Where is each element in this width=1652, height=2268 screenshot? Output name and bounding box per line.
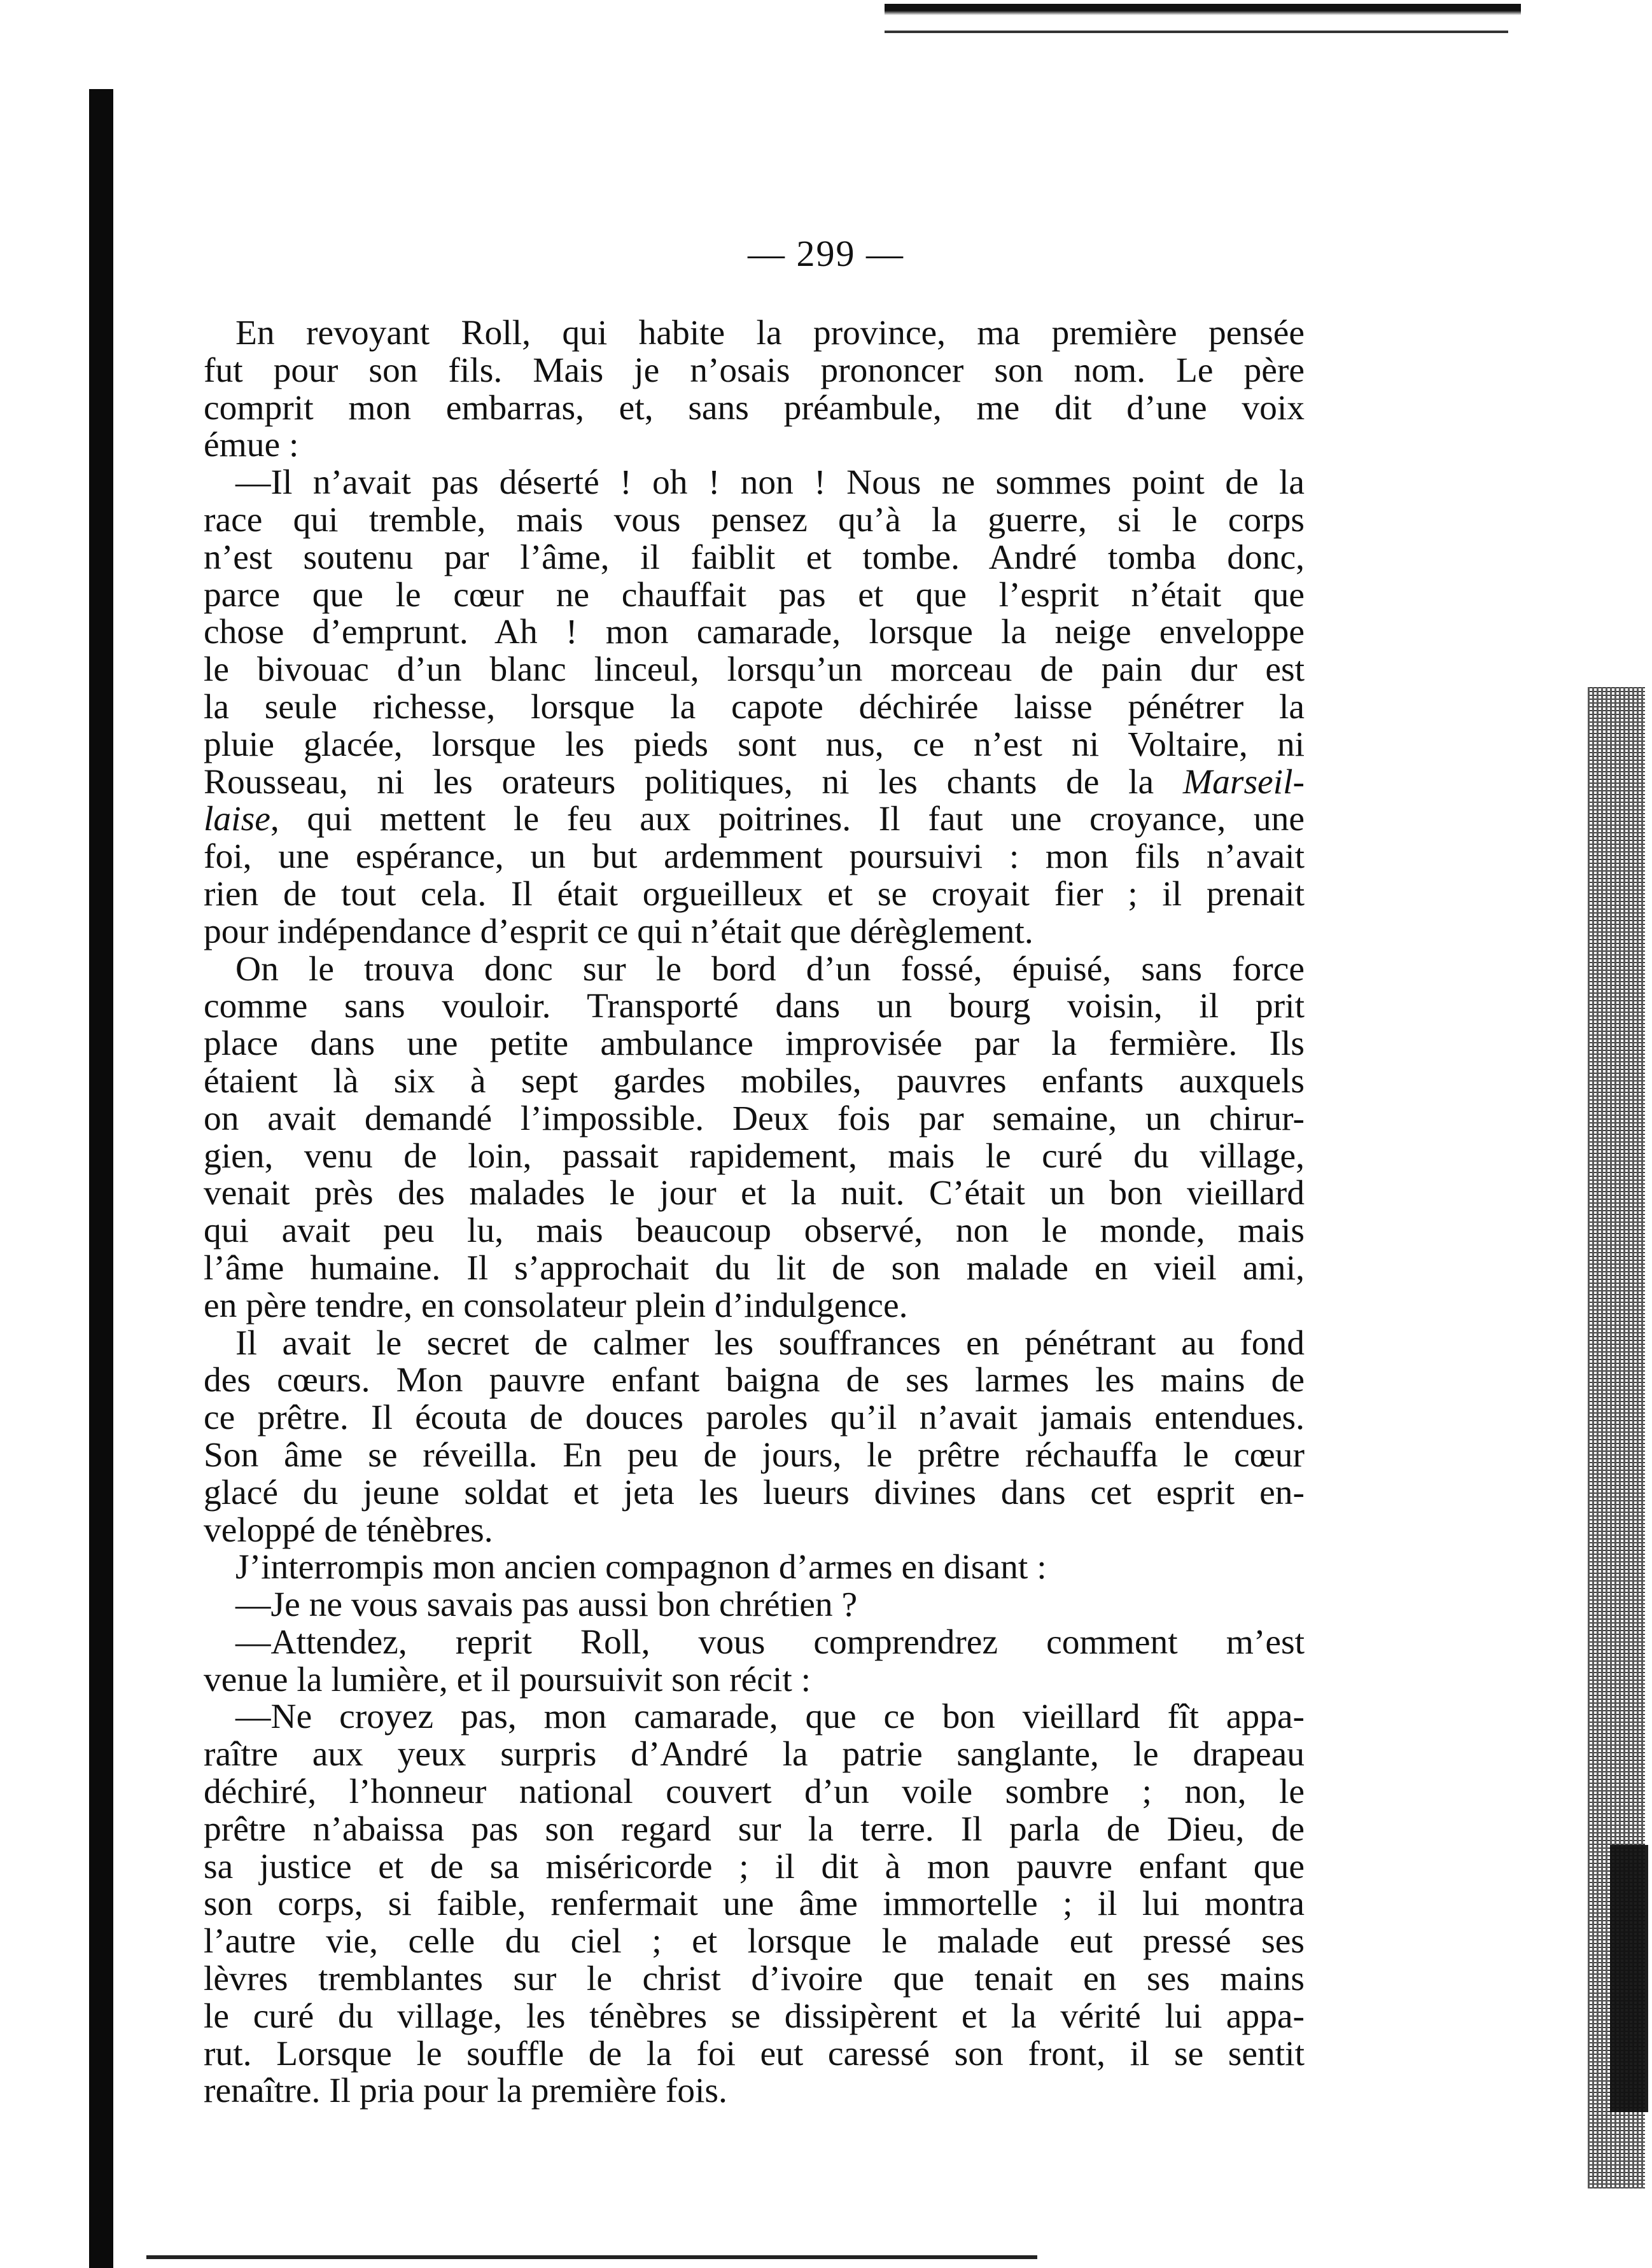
text-line-content: foi, une espérance, un but ardemment poursuivi : mon fils n’avait <box>204 837 1305 877</box>
text-line <box>204 1662 1305 1699</box>
text-line-content: l’âme humaine. Il s’approchait du lit de son malade en vieil ami, <box>204 1248 1305 1288</box>
text-line <box>204 801 1305 838</box>
text-line <box>204 1886 1305 1923</box>
text-line-content: comprit mon embarras, et, sans préambule, me dit d’une voix <box>204 388 1305 428</box>
text-line <box>204 1475 1305 1512</box>
text-line <box>204 464 1305 502</box>
text-line-content: ce prêtre. Il écouta de douces paroles qu’il n’avait jamais entendues. <box>204 1398 1305 1438</box>
text-line-content: race qui tremble, mais vous pensez qu’à la guerre, si le corps <box>204 500 1305 539</box>
text-line <box>204 1736 1305 1774</box>
text-line-content: des cœurs. Mon pauvre enfant baigna de ses larmes les mains de <box>204 1361 1305 1400</box>
text-line-content: fut pour son fils. Mais je n’osais prononcer son nom. Le père <box>204 351 1305 390</box>
text-line-content: l’autre vie, celle du ciel ; et lorsque le malade eut pressé ses <box>204 1922 1305 1961</box>
text-line <box>204 1400 1305 1437</box>
text-line <box>204 1774 1305 1811</box>
scan-border-left <box>89 89 113 2268</box>
text-line <box>204 539 1305 577</box>
text-line <box>204 988 1305 1026</box>
scan-rule-top <box>885 31 1508 33</box>
text-line-content: lèvres tremblantes sur le christ d’ivoire que tenait en ses mains <box>204 1959 1305 1999</box>
italic-text: Marseil- <box>1182 762 1305 802</box>
text-line <box>204 390 1305 428</box>
text-line-content: , qui mettent le feu aux poitrines. Il faut une croyance, une <box>270 800 1305 839</box>
text-line <box>204 1101 1305 1138</box>
text-line <box>204 1849 1305 1886</box>
text-line-content: n’est soutenu par l’âme, il faiblit et tombe. André tomba donc, <box>204 538 1305 577</box>
text-line-content: gien, venu de loin, passait rapidement, mais le curé du village, <box>204 1136 1305 1176</box>
text-line <box>204 1026 1305 1063</box>
text-line <box>204 1549 1305 1587</box>
text-line-content: on avait demandé l’impossible. Deux fois par semaine, un chirur- <box>204 1099 1305 1138</box>
text-line-content: Son âme se réveilla. En peu de jours, le prêtre réchauffa le cœur <box>204 1435 1305 1475</box>
text-line <box>204 1063 1305 1101</box>
scan-border-top <box>885 4 1521 15</box>
text-line <box>204 1587 1305 1624</box>
text-line <box>204 951 1305 989</box>
text-line <box>204 1138 1305 1176</box>
text-line <box>204 1175 1305 1213</box>
text-line-content: —Ne croyez pas, mon camarade, que ce bon vieillard fît appa- <box>235 1697 1305 1737</box>
text-line <box>204 352 1305 390</box>
text-line-content: chose d’emprunt. Ah ! mon camarade, lorsque la neige enveloppe <box>204 613 1305 652</box>
text-line-content: comme sans vouloir. Transporté dans un bourg voisin, il prit <box>204 987 1305 1026</box>
text-line-content: —Attendez, reprit Roll, vous comprendrez comment m’est <box>235 1622 1305 1662</box>
text-line <box>204 727 1305 764</box>
text-line <box>204 427 1305 464</box>
text-line <box>204 838 1305 876</box>
text-line-content: la seule richesse, lorsque la capote déchirée laisse pénétrer la <box>204 687 1305 727</box>
text-line <box>204 2073 1305 2110</box>
text-line <box>204 1998 1305 2036</box>
text-line <box>204 315 1305 352</box>
text-line-content: venait près des malades le jour et la nuit. C’était un bon vieillard <box>204 1174 1305 1213</box>
text-line <box>204 914 1305 951</box>
body-text <box>204 315 1305 2110</box>
text-line <box>204 577 1305 615</box>
text-line-content: émue : <box>204 426 299 465</box>
text-line-content: Rousseau, ni les orateurs politiques, ni les chants de la <box>204 762 1154 802</box>
text-line <box>204 1512 1305 1550</box>
text-line-content: On le trouva donc sur le bord d’un fossé, épuisé, sans force <box>235 949 1305 989</box>
text-line <box>204 1250 1305 1288</box>
text-line <box>204 1961 1305 1998</box>
text-line-content: prêtre n’abaissa pas son regard sur la terre. Il parla de Dieu, de <box>204 1809 1305 1849</box>
text-line <box>204 1624 1305 1662</box>
page-number: — 299 — <box>748 233 904 274</box>
text-line <box>204 1288 1305 1325</box>
scan-noise-right-dark <box>1610 1845 1648 2112</box>
text-line-content: raître aux yeux surpris d’André la patrie sanglante, le drapeau <box>204 1735 1305 1774</box>
text-line-content: pluie glacée, lorsque les pieds sont nus, ce n’est ni Voltaire, ni <box>204 725 1305 764</box>
text-line-content: pour indépendance d’esprit ce qui n’était que dérèglement. <box>204 912 1033 951</box>
text-line-content: déchiré, l’honneur national couvert d’un voile sombre ; non, le <box>204 1772 1305 1812</box>
text-line-content: sa justice et de sa miséricorde ; il dit à mon pauvre enfant que <box>204 1847 1305 1886</box>
text-line-content: rien de tout cela. Il était orgueilleux et se croyait fier ; il prenait <box>204 874 1305 914</box>
text-line-content: renaître. Il pria pour la première fois. <box>204 2071 727 2111</box>
text-line-content: étaient là six à sept gardes mobiles, pauvres enfants auxquels <box>204 1061 1305 1101</box>
text-line <box>204 1923 1305 1961</box>
text-line <box>204 876 1305 914</box>
text-line-content: rut. Lorsque le souffle de la foi eut caressé son front, il se sentit <box>204 2034 1305 2073</box>
text-line <box>204 502 1305 539</box>
text-line-content: En revoyant Roll, qui habite la province, ma première pensée <box>235 314 1305 352</box>
text-line-content: son corps, si faible, renfermait une âme immortelle ; il lui montra <box>204 1884 1305 1924</box>
text-line-content: J’interrompis mon ancien compagnon d’armes en disant : <box>235 1548 1047 1587</box>
text-line <box>204 651 1305 689</box>
text-line <box>204 764 1305 802</box>
text-line-content: Il avait le secret de calmer les souffrances en pénétrant au fond <box>235 1323 1305 1363</box>
text-line <box>204 2036 1305 2073</box>
text-line-content: qui avait peu lu, mais beaucoup observé, non le monde, mais <box>204 1211 1305 1251</box>
scan-rule-bottom <box>146 2255 1037 2259</box>
text-line-content: place dans une petite ambulance improvisée par la fermière. Ils <box>204 1024 1305 1064</box>
text-line-content: glacé du jeune soldat et jeta les lueurs divines dans cet esprit en- <box>204 1473 1305 1512</box>
text-line <box>204 689 1305 727</box>
text-line-content: le curé du village, les ténèbres se dissipèrent et la vérité lui appa- <box>204 1996 1305 2036</box>
text-line <box>204 1362 1305 1400</box>
text-line-content: —Il n’avait pas déserté ! oh ! non ! Nous ne sommes point de la <box>235 463 1305 503</box>
text-line <box>204 1325 1305 1363</box>
text-line-content: —Je ne vous savais pas aussi bon chrétien ? <box>235 1585 858 1625</box>
text-line-content: venue la lumière, et il poursuivit son récit : <box>204 1660 811 1699</box>
text-line <box>204 1437 1305 1475</box>
text-line-content: parce que le cœur ne chauffait pas et que l’esprit n’était que <box>204 575 1305 615</box>
text-line <box>204 1699 1305 1736</box>
text-line-content: veloppé de ténèbres. <box>204 1510 493 1550</box>
italic-text: laise <box>204 800 270 839</box>
text-line <box>204 614 1305 651</box>
text-line-content: le bivouac d’un blanc linceul, lorsqu’un morceau de pain dur est <box>204 650 1305 690</box>
text-line <box>204 1213 1305 1250</box>
text-line <box>204 1811 1305 1849</box>
text-line-content: en père tendre, en consolateur plein d’indulgence. <box>204 1286 908 1325</box>
